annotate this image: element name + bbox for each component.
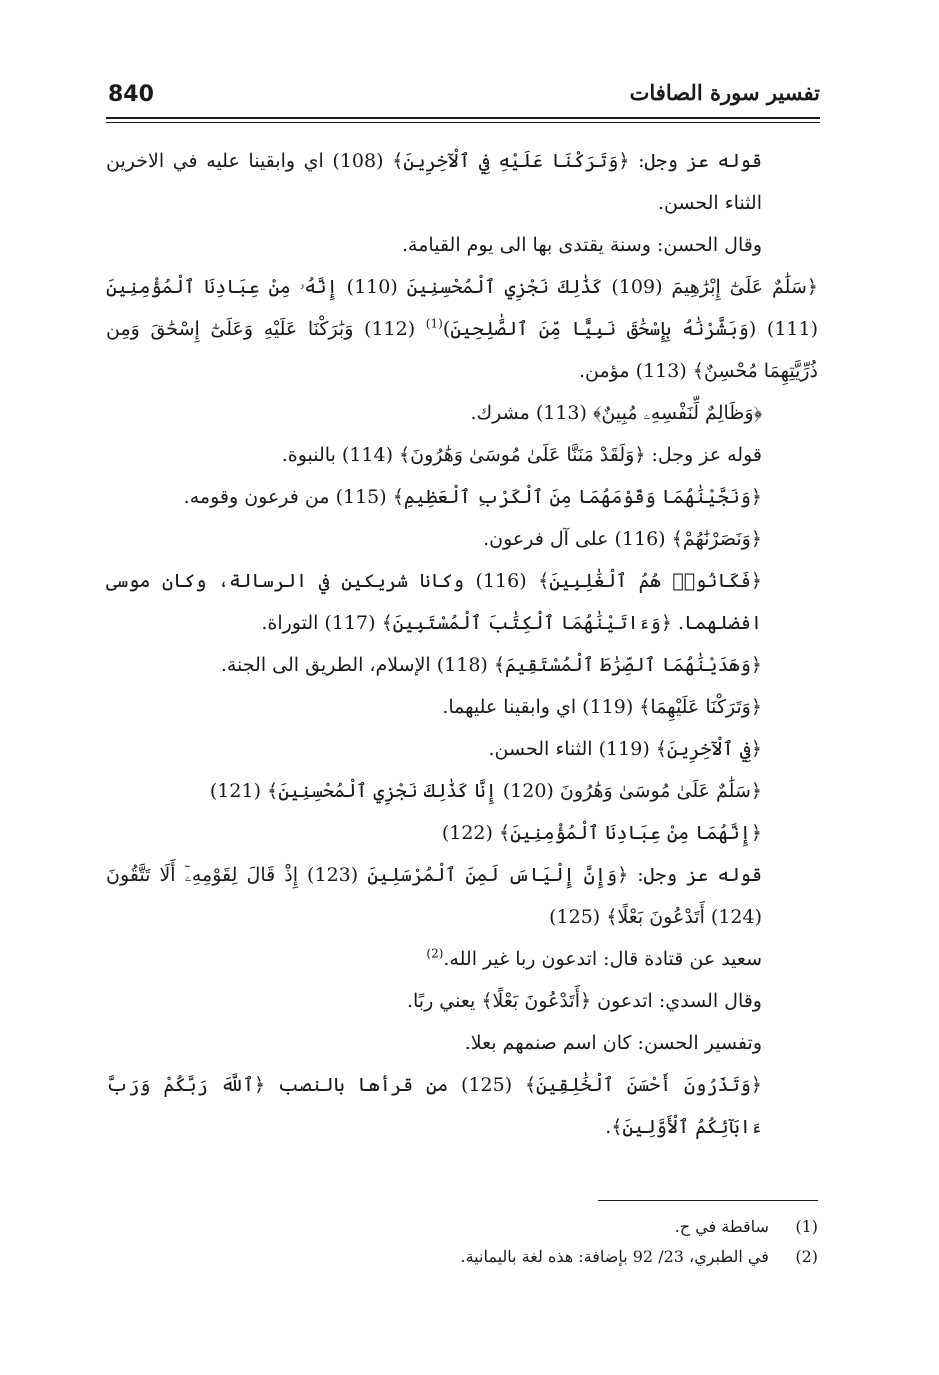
footnote-reference-2[interactable]: (2)	[426, 946, 444, 961]
paragraph-17	[106, 1022, 818, 1064]
paragraph-text: وقال السدي: اتدعون ﴿أَتَدْعُونَ بَعْلًا﴾ يعني ربًا.	[406, 990, 762, 1012]
paragraph-text: ﴿إِنَّهُمَا مِنْ عِبَادِنَا ٱلْمُؤْمِنِينَ﴾ (122)	[441, 822, 762, 844]
paragraph-3	[106, 266, 818, 392]
paragraph-9	[106, 644, 818, 686]
paragraph-text: ﴿وَظَالِمٌ لِّنَفْسِهِۦ مُبِينٌ﴾ (113) مشرك.	[470, 402, 762, 424]
paragraph-12	[106, 770, 818, 812]
paragraph-text: ﴿وَتَذَرُونَ أَحْسَنَ ٱلْخَٰلِقِينَ﴾ (125) من قرأها بالنصب ﴿ٱللَّهَ رَبَّكُمْ وَرَبَّ ءَابَآئِكُمُ ٱلْأَوَّلِينَ﴾.	[106, 1074, 762, 1138]
paragraph-15	[106, 938, 818, 980]
paragraph-text: ﴿فِي ٱلْآخِرِينَ﴾ (119) الثناء الحسن.	[488, 738, 762, 760]
paragraph-5	[106, 434, 818, 476]
paragraph-10	[106, 686, 818, 728]
paragraph-text: ﴿وَتَرَكْنَا عَلَيْهِمَا﴾ (119) اي وابقينا عليهما.	[442, 696, 762, 718]
paragraph-text: ﴿وَهَدَيْنَٰهُمَا ٱلصِّرَٰطَ ٱلْمُسْتَقِيمَ﴾ (118) الإسلام، الطريق الى الجنة.	[220, 654, 762, 676]
footnote-reference-1[interactable]: (1)	[425, 316, 443, 331]
paragraph-2	[106, 224, 818, 266]
header-rule-thick	[106, 117, 820, 119]
paragraph-6	[106, 476, 818, 518]
paragraph-text: وتفسير الحسن: كان اسم صنمهم بعلا.	[464, 1032, 762, 1054]
paragraph-14	[106, 854, 818, 938]
main-text	[106, 140, 818, 1148]
paragraph-text: ﴿سَلَٰمٌ عَلَىٰ مُوسَىٰ وَهَٰرُونَ (120) إِنَّا كَذَٰلِكَ نَجْزِي ٱلْمُحْسِنِينَ﴾ (121)	[209, 780, 762, 802]
paragraph-13	[106, 812, 818, 854]
paragraph-text: ﴿وَنَصَرْنَٰهُمْ﴾ (116) على آل فرعون.	[483, 528, 762, 550]
footnote-mark: (1)	[795, 1217, 818, 1236]
paragraph-text: ﴿سَلَٰمٌ عَلَىٰٓ إِبْرَٰهِيمَ (109) كَذَٰلِكَ نَجْزِي ٱلْمُحْسِنِينَ (110) إِنَّهُۥ مِنْ عِبَادِنَا ٱلْمُؤْمِنِينَ (111) (وَبَشَّرْنَٰهُ بِإِسْحَٰقَ نَبِيًّا مِّنَ ٱلصَّٰلِحِينَ)	[106, 276, 819, 340]
paragraph-text: وقال الحسن: وسنة يقتدى بها الى يوم القيامة.	[402, 234, 762, 256]
footnote-text: ساقطة في ح.	[674, 1217, 769, 1236]
footnotes	[106, 1212, 818, 1272]
paragraph-7	[106, 518, 818, 560]
footnote-1	[106, 1212, 818, 1242]
paragraph-8	[106, 560, 818, 644]
paragraph-11	[106, 728, 818, 770]
footnote-2	[106, 1242, 818, 1272]
paragraph-text-continued: (112) وَبَٰرَكْنَا عَلَيْهِ وَعَلَىٰٓ إِسْحَٰقَ وَمِن ذُرِّيَّتِهِمَا مُحْسِنٌ﴾ (113) مؤمن.	[106, 318, 818, 382]
paragraph-text: سعيد عن قتادة قال: اتدعون ربا غير الله.	[443, 948, 762, 970]
running-title: تفسير سورة الصافات	[629, 80, 820, 105]
footnote-text: في الطبري، 23/ 92 بإضافة: هذه لغة باليمانية.	[460, 1247, 769, 1266]
page-header	[108, 78, 820, 114]
footnote-mark: (2)	[795, 1247, 818, 1266]
footnote-separator	[598, 1200, 818, 1201]
paragraph-text: ﴿فَكَانُوا۟ هُمُ ٱلْغَٰلِبِينَ﴾ (116) وكانا شريكين في الرسالة، وكان موسى افضلهما. ﴿وَءَاتَيْنَٰهُمَا ٱلْكِتَٰبَ ٱلْمُسْتَبِينَ﴾ (117) التوراة.	[106, 570, 762, 634]
paragraph-text: قوله عز وجل: ﴿وَتَرَكْنَا عَلَيْهِ فِي ٱلْآخِرِينَ﴾ (108) اي وابقينا عليه في الاخرين الثناء الحسن.	[106, 150, 762, 214]
header-rule-thin	[106, 122, 820, 123]
paragraph-text: قوله عز وجل: ﴿وَلَقَدْ مَنَنَّا عَلَىٰ مُوسَىٰ وَهَٰرُونَ﴾ (114) بالنبوة.	[281, 444, 762, 466]
paragraph-18	[106, 1064, 818, 1148]
page-number: 840	[108, 82, 154, 107]
paragraph-text: قوله عز وجل: ﴿وَإِنَّ إِلْيَاسَ لَمِنَ ٱلْمُرْسَلِينَ (123) إِذْ قَالَ لِقَوْمِهِۦٓ أَلَا تَتَّقُونَ (124) أَتَدْعُونَ بَعْلًا﴾ (125)	[106, 864, 763, 928]
paragraph-1	[106, 140, 818, 224]
paragraph-16	[106, 980, 818, 1022]
paragraph-text: ﴿وَنَجَّيْنَٰهُمَا وَقَوْمَهُمَا مِنَ ٱلْكَرْبِ ٱلْعَظِيمِ﴾ (115) من فرعون وقومه.	[183, 486, 762, 508]
paragraph-4	[106, 392, 818, 434]
